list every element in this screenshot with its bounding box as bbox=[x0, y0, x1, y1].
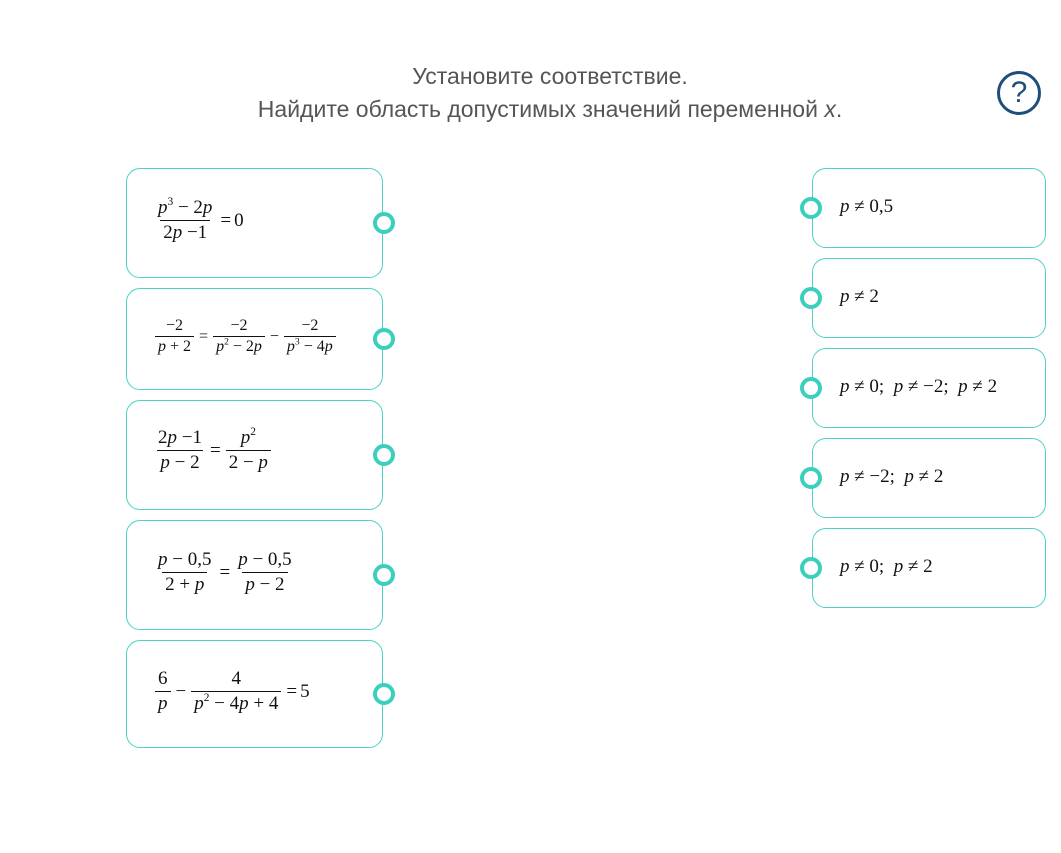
answer-3-text: p ≠ 0; p ≠ −2; p ≠ 2 bbox=[840, 376, 998, 397]
equation-card-1[interactable] bbox=[126, 168, 383, 278]
answer-1-connector[interactable] bbox=[800, 197, 822, 219]
equation-2-formula: $\frac{-2}{p + 2}$ = $\frac{-2}{p^2 - 2p}$ − $\frac{-2}{p^3 - 4p}$ bbox=[153, 317, 338, 356]
equation-4-connector[interactable] bbox=[373, 564, 395, 586]
equation-1-connector[interactable] bbox=[373, 212, 395, 234]
equation-card-3[interactable] bbox=[126, 400, 383, 510]
equation-card-4[interactable] bbox=[126, 520, 383, 630]
answer-4-connector[interactable] bbox=[800, 467, 822, 489]
answer-3-connector[interactable] bbox=[800, 377, 822, 399]
task-title-variable: x bbox=[824, 96, 836, 122]
equation-card-2[interactable] bbox=[126, 288, 383, 390]
answer-1-text: p ≠ 0,5 bbox=[840, 196, 894, 217]
answer-2-text: p ≠ 2 bbox=[840, 286, 879, 307]
equation-3-connector[interactable] bbox=[373, 444, 395, 466]
answer-card-1[interactable] bbox=[812, 168, 1046, 248]
task-title-period: . bbox=[835, 96, 843, 122]
answer-card-3[interactable] bbox=[812, 348, 1046, 428]
answer-5-text: p ≠ 0; p ≠ 2 bbox=[840, 556, 933, 577]
equation-3-formula: $\frac{2p -1}{p - 2}$ = $\frac{p^2}{2 - p}$ bbox=[153, 427, 273, 474]
answer-5-connector[interactable] bbox=[800, 557, 822, 579]
task-title-line2-text: Найдите область допустимых значений переменной bbox=[257, 96, 825, 122]
equation-5-connector[interactable] bbox=[373, 683, 395, 705]
answer-card-5[interactable] bbox=[812, 528, 1046, 608]
help-button[interactable] bbox=[997, 71, 1041, 115]
equation-5-formula: $\frac{6}{p}$ − $\frac{4}{p^2 - 4p + 4}$ = 5 bbox=[153, 668, 310, 715]
equation-card-5[interactable] bbox=[126, 640, 383, 748]
answer-2-connector[interactable] bbox=[800, 287, 822, 309]
task-title-line1: Установите соответствие. bbox=[412, 63, 688, 89]
equation-2-connector[interactable] bbox=[373, 328, 395, 350]
task-title bbox=[0, 60, 1061, 126]
answer-card-4[interactable] bbox=[812, 438, 1046, 518]
help-icon: ? bbox=[1010, 76, 1028, 109]
answer-4-text: p ≠ −2; p ≠ 2 bbox=[840, 466, 944, 487]
task-title-line2 bbox=[0, 93, 1061, 126]
answer-card-2[interactable] bbox=[812, 258, 1046, 338]
equation-4-formula: $\frac{p - 0,5}{2 + p}$ = $\frac{p - 0,5}{p - 2}$ bbox=[158, 549, 292, 595]
equation-1-formula: $\frac{p^3 - 2p}{2p -1}$ = 0 bbox=[158, 196, 244, 243]
